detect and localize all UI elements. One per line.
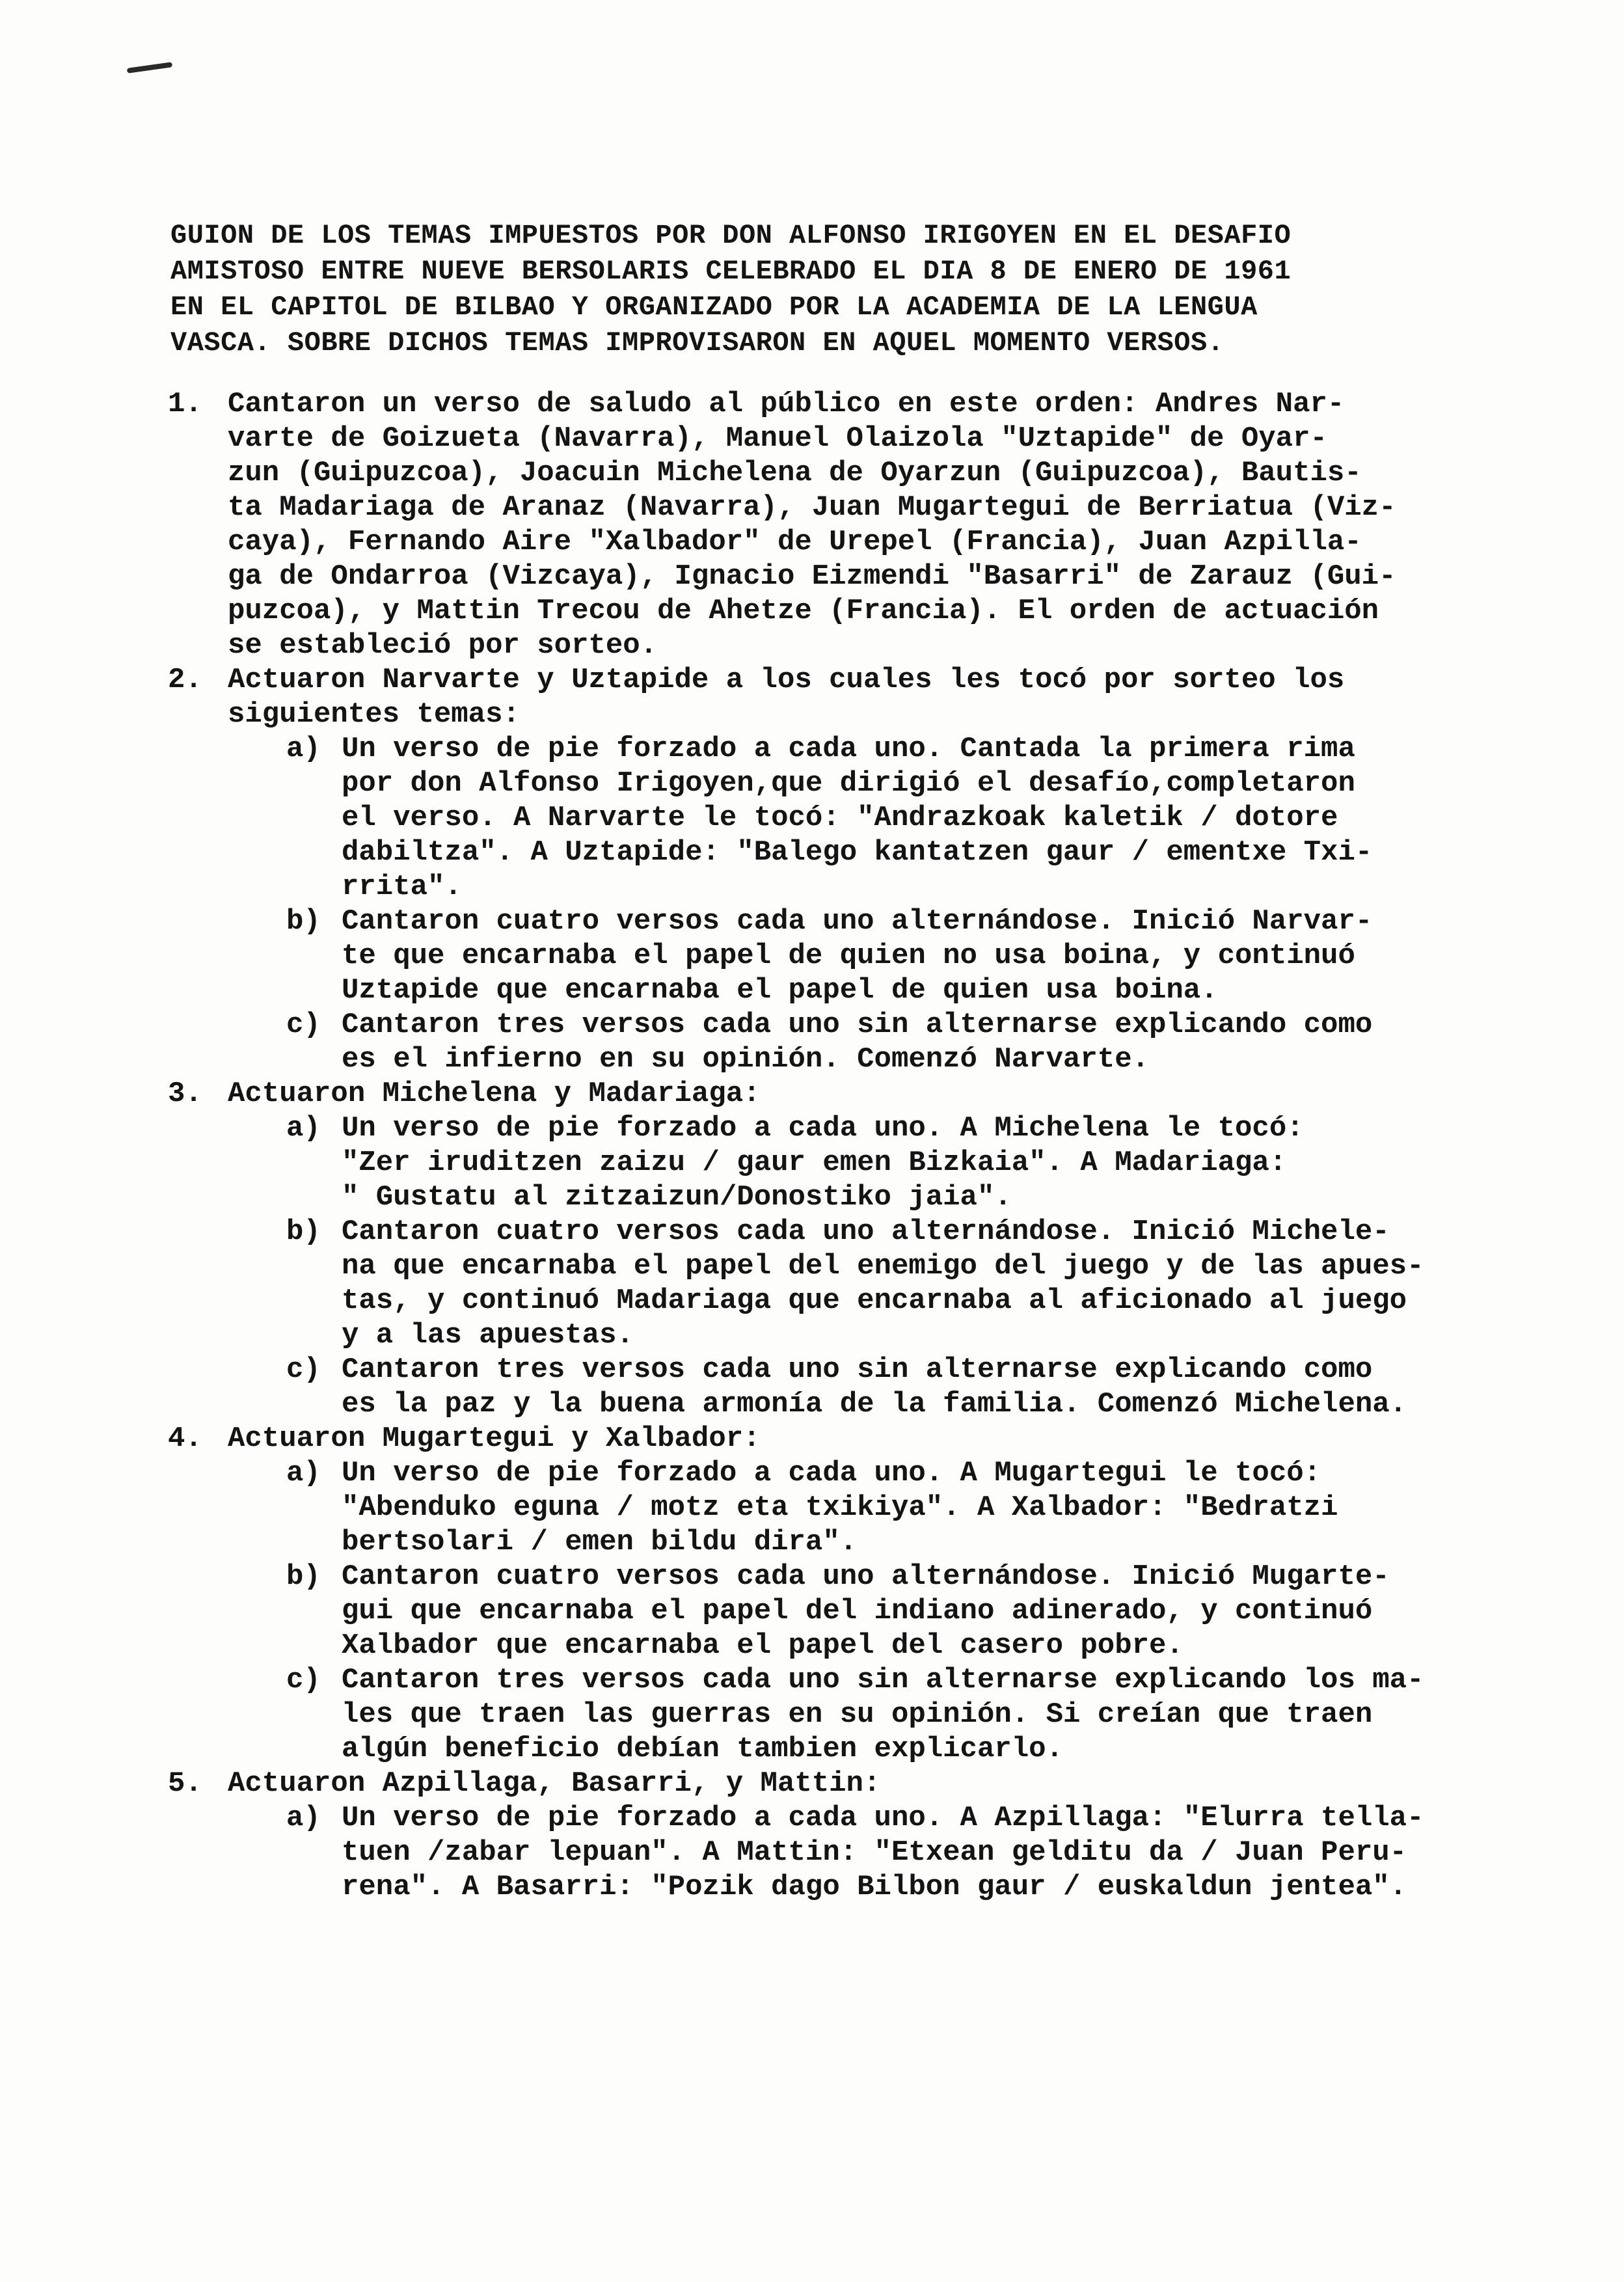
item-text-line: ga de Ondarroa (Vizcaya), Ignacio Eizmendi "Basarri" de Zarauz (Gui- [228, 560, 1396, 593]
item-number: 5. [168, 1767, 202, 1800]
sub-item-text-line: gui que encarnaba el papel del indiano adinerado, y continuó [342, 1595, 1373, 1627]
sub-item-text-line: Cantaron cuatro versos cada uno alternándose. Inició Narvar- [342, 905, 1373, 938]
list-item [168, 1767, 1567, 1905]
sub-item-text-line: dabiltza". A Uztapide: "Balego kantatzen gaur / ementxe Txi- [342, 836, 1373, 869]
sub-item-text-line: Un verso de pie forzado a cada uno. Cantada la primera rima [342, 733, 1355, 765]
sub-item [228, 1008, 1567, 1077]
sub-item [228, 904, 1567, 1008]
item-text-line: Actuaron Mugartegui y Xalbador: [228, 1422, 761, 1455]
document-body [168, 387, 1567, 1905]
header-line: EN EL CAPITOL DE BILBAO Y ORGANIZADO POR LA ACADEMIA DE LA LENGUA [170, 292, 1258, 323]
header-line: GUION DE LOS TEMAS IMPUESTOS POR DON ALFONSO IRIGOYEN EN EL DESAFIO [170, 220, 1292, 251]
sub-item-text-line: "Abenduko eguna / motz eta txikiya". A Xalbador: "Bedratzi [342, 1491, 1338, 1524]
sub-item-text-line: les que traen las guerras en su opinión. Si creían que traen [342, 1698, 1373, 1731]
list-item [168, 387, 1567, 663]
item-text-line: Cantaron un verso de saludo al público en este orden: Andres Nar- [228, 388, 1345, 420]
sub-item-text-line: es la paz y la buena armonía de la familia. Comenzó Michelena. [342, 1388, 1407, 1420]
sub-item-text-line: Cantaron tres versos cada uno sin alternarse explicando como [342, 1009, 1373, 1041]
sub-item [228, 1353, 1567, 1422]
sub-item-text-line: Uztapide que encarnaba el papel de quien usa boina. [342, 974, 1218, 1007]
sub-item [228, 1215, 1567, 1353]
item-number: 2. [168, 664, 202, 696]
header-line: AMISTOSO ENTRE NUEVE BERSOLARIS CELEBRADO EL DIA 8 DE ENERO DE 1961 [170, 256, 1292, 287]
sub-item-letter: a) [286, 1112, 321, 1145]
item-text-line: ta Madariaga de Aranaz (Navarra), Juan Mugartegui de Berriatua (Viz- [228, 491, 1396, 524]
sub-item-text-line: Un verso de pie forzado a cada uno. A Azpillaga: "Elurra tella- [342, 1802, 1424, 1834]
item-text-line: varte de Goizueta (Navarra), Manuel Olaizola "Uztapide" de Oyar- [228, 422, 1327, 455]
sub-item-letter: b) [286, 905, 321, 938]
item-text-line: puzcoa), y Mattin Trecou de Ahetze (Francia). El orden de actuación [228, 595, 1379, 627]
sub-item-text-line: algún beneficio debían tambien explicarlo. [342, 1733, 1063, 1765]
sub-item-text-line: tuen /zabar lepuan". A Mattin: "Etxean gelditu da / Juan Peru- [342, 1836, 1407, 1869]
item-text-line: siguientes temas: [228, 698, 520, 731]
sub-item-letter: b) [286, 1560, 321, 1593]
sub-item-letter: a) [286, 1802, 321, 1834]
sub-item [228, 1456, 1567, 1560]
item-text-line: caya), Fernando Aire "Xalbador" de Urepel (Francia), Juan Azpilla- [228, 526, 1362, 558]
list-item [168, 663, 1567, 1077]
sub-item-text-line: rena". A Basarri: "Pozik dago Bilbon gaur / euskaldun jentea". [342, 1871, 1407, 1903]
item-number: 4. [168, 1422, 202, 1455]
item-number: 3. [168, 1078, 202, 1110]
sub-item [228, 1111, 1567, 1215]
sub-item-text-line: Cantaron cuatro versos cada uno alternándose. Inició Mugarte- [342, 1560, 1390, 1593]
sub-item-text-line: Xalbador que encarnaba el papel del casero pobre. [342, 1629, 1184, 1662]
sub-item-text-line: "Zer iruditzen zaizu / gaur emen Bizkaia". A Madariaga: [342, 1147, 1287, 1179]
sub-item-text-line: te que encarnaba el papel de quien no usa boina, y continuó [342, 940, 1355, 972]
sub-item [228, 732, 1567, 904]
list-item [168, 1422, 1567, 1767]
document-header [170, 218, 1524, 361]
sub-item-text-line: Un verso de pie forzado a cada uno. A Michelena le tocó: [342, 1112, 1304, 1145]
sub-item-text-line: na que encarnaba el papel del enemigo del juego y de las apues- [342, 1250, 1424, 1283]
sub-item-letter: c) [286, 1009, 321, 1041]
item-text-line: Actuaron Narvarte y Uztapide a los cuales les tocó por sorteo los [228, 664, 1345, 696]
sub-item-text-line: y a las apuestas. [342, 1319, 634, 1352]
sub-item-text-line: Un verso de pie forzado a cada uno. A Mugartegui le tocó: [342, 1457, 1321, 1489]
sub-item-text-line: es el infierno en su opinión. Comenzó Narvarte. [342, 1043, 1150, 1076]
header-line: VASCA. SOBRE DICHOS TEMAS IMPROVISARON EN AQUEL MOMENTO VERSOS. [170, 327, 1225, 359]
sub-item-letter: c) [286, 1664, 321, 1696]
sub-item-text-line: Cantaron tres versos cada uno sin alternarse explicando los ma- [342, 1664, 1424, 1696]
sub-item-text-line: " Gustatu al zitzaizun/Donostiko jaia". [342, 1181, 1012, 1214]
item-text-line: Actuaron Azpillaga, Basarri, y Mattin: [228, 1767, 881, 1800]
sub-item [228, 1801, 1567, 1905]
ink-mark [127, 62, 172, 74]
sub-item-letter: a) [286, 733, 321, 765]
sub-item-letter: a) [286, 1457, 321, 1489]
sub-item-text-line: bertsolari / emen bildu dira". [342, 1526, 858, 1558]
sub-item-letter: b) [286, 1216, 321, 1248]
item-text-line: zun (Guipuzcoa), Joacuin Michelena de Oyarzun (Guipuzcoa), Bautis- [228, 457, 1362, 489]
item-number: 1. [168, 388, 202, 420]
sub-item-text-line: rrita". [342, 871, 462, 903]
sub-item-text-line: el verso. A Narvarte le tocó: "Andrazkoak kaletik / dotore [342, 802, 1338, 834]
list-item [168, 1077, 1567, 1422]
sub-item-text-line: Cantaron cuatro versos cada uno alternándose. Inició Michele- [342, 1216, 1390, 1248]
sub-item [228, 1560, 1567, 1663]
item-text-line: se estableció por sorteo. [228, 629, 658, 662]
item-text-line: Actuaron Michelena y Madariaga: [228, 1078, 761, 1110]
sub-item-text-line: tas, y continuó Madariaga que encarnaba al aficionado al juego [342, 1284, 1407, 1317]
sub-item-letter: c) [286, 1353, 321, 1386]
sub-item-text-line: por don Alfonso Irigoyen,que dirigió el desafío,completaron [342, 767, 1355, 800]
sub-item-text-line: Cantaron tres versos cada uno sin alternarse explicando como [342, 1353, 1373, 1386]
sub-item [228, 1663, 1567, 1767]
